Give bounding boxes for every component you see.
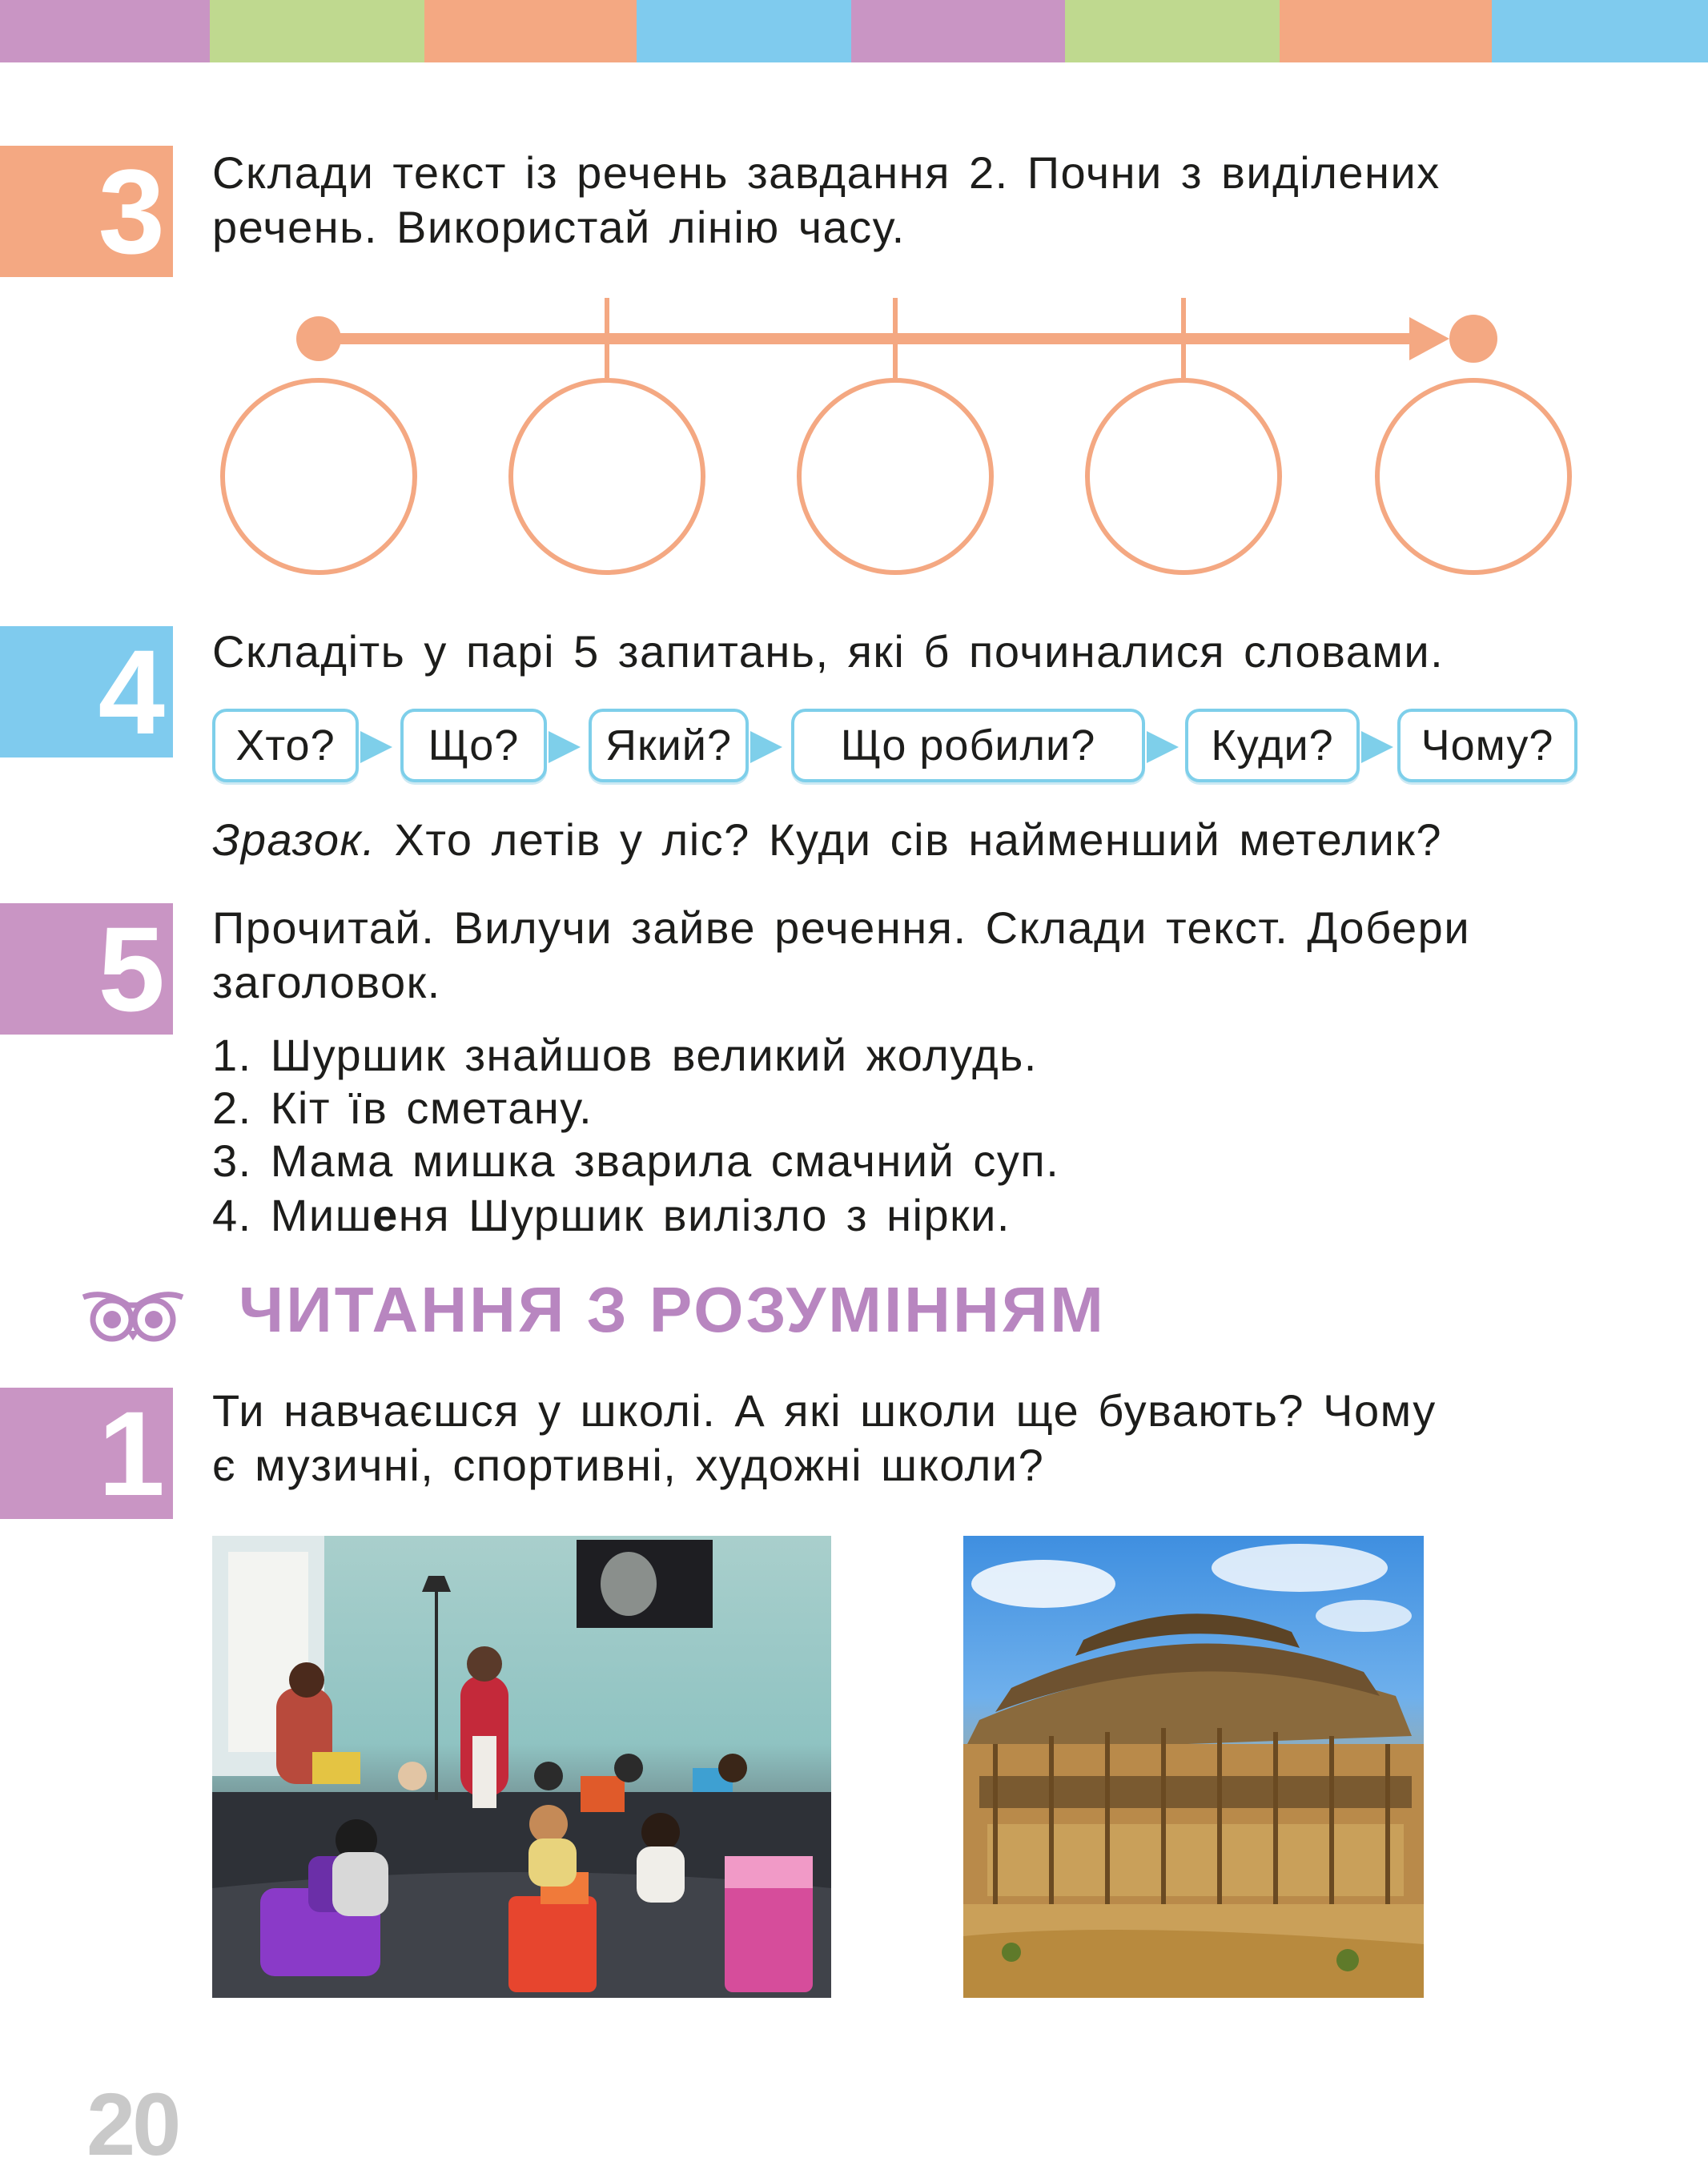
bamboo-school-photo bbox=[963, 1536, 1424, 1998]
question-word: Куди? bbox=[1211, 721, 1334, 770]
list-item-part: ня Шуршик вилізло з нірки. bbox=[398, 1190, 1011, 1240]
task-number-4 bbox=[0, 626, 173, 757]
page-number: 20 bbox=[86, 2076, 179, 2174]
timeline-arrowhead bbox=[1409, 317, 1449, 360]
timeline-circle-2[interactable] bbox=[511, 380, 703, 573]
stripe-segment bbox=[851, 0, 1065, 62]
timeline-diagram bbox=[200, 288, 1593, 593]
stripe-segment bbox=[1492, 0, 1708, 62]
classroom-photo bbox=[212, 1536, 831, 1998]
list-item: 1. Шуршик знайшов великий жолудь. bbox=[212, 1030, 1038, 1080]
question-word: Хто? bbox=[235, 721, 336, 770]
task5-line2: заголовок. bbox=[212, 957, 441, 1007]
arrow-connector-icon bbox=[549, 731, 581, 763]
section-heading: ЧИТАННЯ З РОЗУМІННЯМ bbox=[239, 1274, 1106, 1345]
list-item bbox=[212, 1189, 1011, 1242]
task-number-text: 4 bbox=[98, 625, 165, 759]
question-word-tag bbox=[212, 709, 359, 782]
question-word: Що робили? bbox=[840, 721, 1096, 770]
example-label: Зразок. bbox=[212, 814, 376, 865]
stripe-segment bbox=[210, 0, 424, 62]
question-word: Чому? bbox=[1421, 721, 1554, 770]
task4-example bbox=[212, 813, 1442, 867]
task-number-text: 3 bbox=[98, 144, 165, 279]
arrow-connector-icon bbox=[1361, 731, 1393, 763]
bamboo-building-illustration bbox=[963, 1536, 1424, 1998]
owl-eyes-icon bbox=[80, 1288, 186, 1344]
question-word-tag bbox=[1185, 709, 1360, 782]
list-item: 2. Кіт їв сметану. bbox=[212, 1083, 593, 1133]
stressed-letter: е bbox=[372, 1190, 399, 1240]
task3-text bbox=[212, 146, 1441, 255]
task-number-1 bbox=[0, 1388, 173, 1519]
task1-line2: є музичні, спортивні, художні школи? bbox=[212, 1440, 1045, 1490]
arrow-connector-icon bbox=[360, 731, 392, 763]
task3-line2: речень. Використай лінію часу. bbox=[212, 202, 906, 252]
timeline-end-dot bbox=[1449, 315, 1497, 363]
question-word-tag bbox=[400, 709, 547, 782]
task-number-5 bbox=[0, 903, 173, 1035]
stripe-segment bbox=[1065, 0, 1280, 62]
question-word-tag bbox=[791, 709, 1145, 782]
task4-text: Складіть у парі 5 запитань, які б починалися словами. bbox=[212, 626, 1445, 677]
timeline-circle-1[interactable] bbox=[223, 380, 415, 573]
question-word-tag bbox=[1397, 709, 1577, 782]
task5-text bbox=[212, 901, 1470, 1010]
timeline-circle-3[interactable] bbox=[799, 380, 991, 573]
stripe-segment bbox=[0, 0, 210, 62]
timeline-circle-5[interactable] bbox=[1377, 380, 1569, 573]
task1-line1: Ти навчаєшся у школі. А які школи ще бувають? Чому bbox=[212, 1385, 1437, 1436]
task1-text bbox=[212, 1384, 1437, 1493]
task3-line1: Склади текст із речень завдання 2. Почни з виділених bbox=[212, 147, 1441, 198]
question-word-tag bbox=[589, 709, 749, 782]
task-number-text: 1 bbox=[98, 1386, 165, 1521]
task-number-3 bbox=[0, 146, 173, 277]
arrow-connector-icon bbox=[750, 731, 782, 763]
stripe-segment bbox=[1280, 0, 1492, 62]
task5-line1: Прочитай. Вилучи зайве речення. Склади текст. Добери bbox=[212, 902, 1471, 953]
list-item-part: 4. Миш bbox=[212, 1190, 373, 1240]
classroom-illustration bbox=[212, 1536, 831, 1998]
question-word: Що? bbox=[428, 721, 520, 770]
task-number-text: 5 bbox=[98, 902, 165, 1036]
list-item: 3. Мама мишка зварила смачний суп. bbox=[212, 1135, 1060, 1186]
stripe-segment bbox=[424, 0, 637, 62]
question-word: Який? bbox=[605, 721, 732, 770]
timeline-circle-4[interactable] bbox=[1087, 380, 1280, 573]
stripe-segment bbox=[637, 0, 851, 62]
example-text: Хто летів у ліс? Куди сів найменший метелик? bbox=[376, 814, 1443, 865]
arrow-connector-icon bbox=[1147, 731, 1179, 763]
timeline-start-dot bbox=[296, 316, 341, 361]
